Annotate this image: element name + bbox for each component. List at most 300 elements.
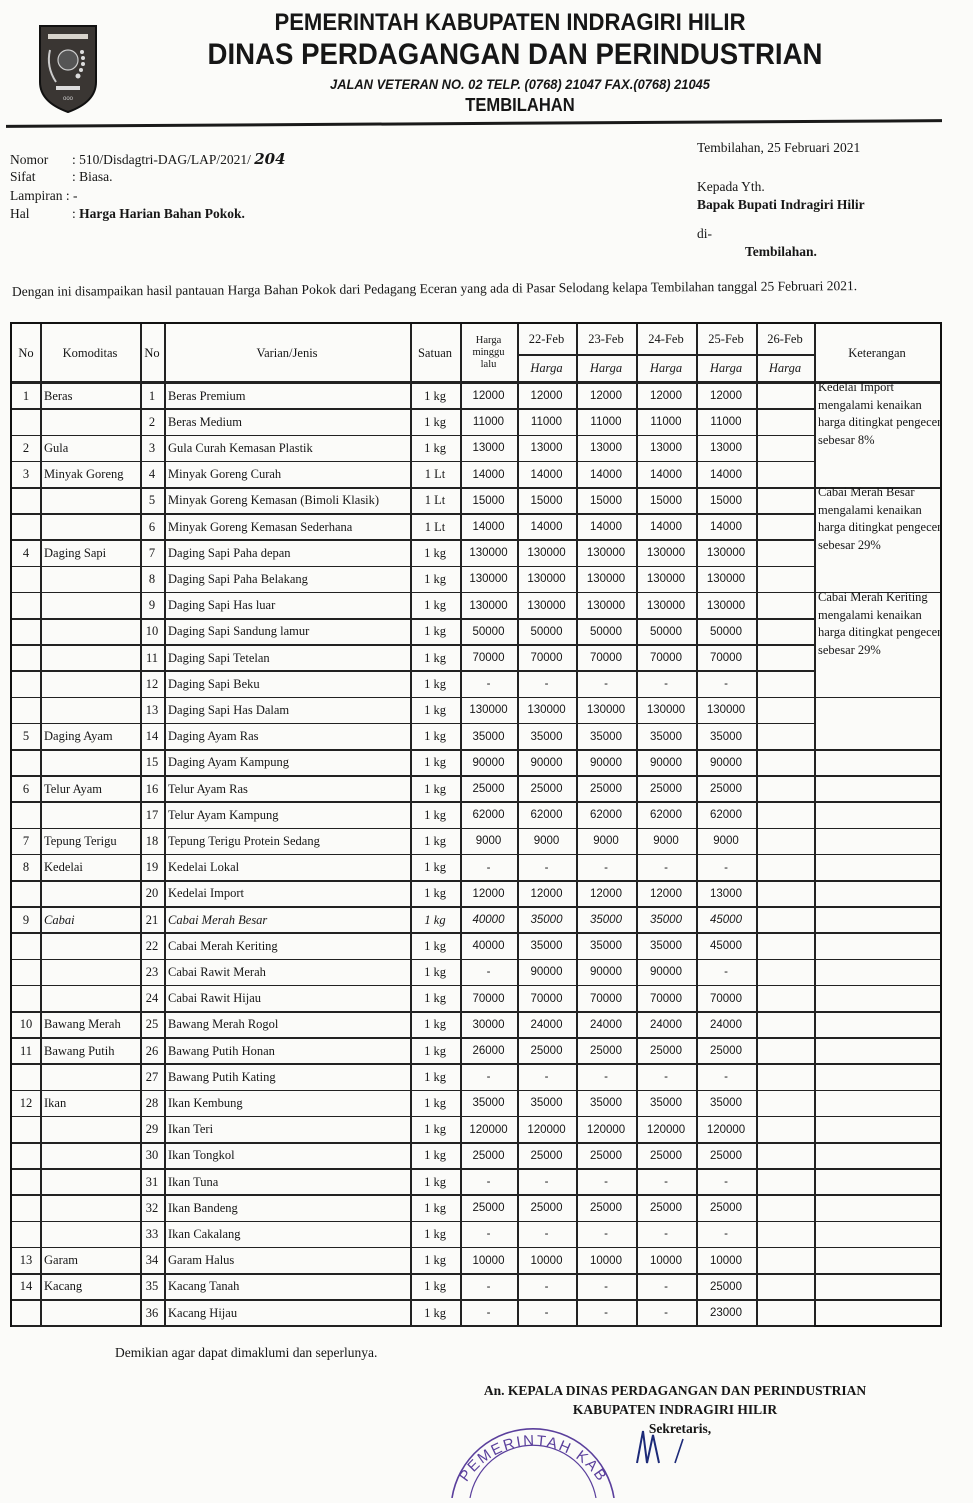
row-no — [12, 933, 40, 959]
row-komoditas: Beras — [44, 388, 73, 403]
table-row — [12, 1117, 940, 1143]
row-no-varian: 9 — [148, 598, 156, 613]
row-varian: Telur Ayam Ras — [168, 781, 248, 796]
row-satuan: 1 Lt — [424, 493, 446, 508]
row-price: 13000 — [590, 442, 622, 455]
row-price: 70000 — [710, 652, 742, 664]
row-price: 90000 — [590, 756, 622, 769]
row-price: 15000 — [650, 494, 682, 507]
row-price: 11000 — [590, 416, 622, 429]
row-satuan: 1 kg — [424, 860, 446, 875]
row-price — [756, 645, 814, 671]
row-price: - — [486, 966, 491, 979]
row-varian: Ikan Tuna — [168, 1174, 219, 1189]
row-satuan: 1 Lt — [424, 467, 446, 482]
row-satuan: 1 kg — [424, 886, 446, 901]
row-no-varian: 6 — [148, 519, 156, 534]
keterangan-divider — [814, 1194, 940, 1196]
row-no-varian: 36 — [145, 1305, 159, 1320]
row-price: 25000 — [472, 1202, 505, 1215]
signature-title-line2: KABUPATEN INDRAGIRI HILIR — [572, 1402, 778, 1417]
row-no-varian: 1 — [148, 388, 156, 403]
row-price: 130000 — [469, 599, 508, 612]
row-price: 70000 — [472, 992, 505, 1005]
row-price: 10000 — [650, 1254, 682, 1267]
table-row — [12, 1169, 940, 1195]
row-price: 130000 — [646, 547, 686, 560]
table-row — [12, 671, 940, 697]
table-row — [12, 907, 940, 933]
row-varian: Cabai Rawit Merah — [168, 964, 266, 979]
row-price: 130000 — [469, 547, 508, 560]
row-varian: Cabai Merah Keriting — [168, 938, 278, 953]
row-satuan: 1 kg — [424, 807, 446, 822]
row-price: - — [664, 861, 668, 874]
row-satuan: 1 kg — [424, 702, 446, 717]
keterangan-divider — [814, 801, 940, 803]
row-varian: Daging Sapi Sandung lamur — [168, 624, 310, 639]
keterangan-note-1: Kedelai Import mengalami kenaikan harga ditingkat pengecer sebesar 8% — [818, 380, 942, 447]
row-price: 15000 — [710, 494, 742, 507]
row-price — [756, 619, 814, 645]
row-price: 90000 — [530, 966, 563, 979]
row-price: 50000 — [710, 625, 742, 638]
row-price: 11000 — [650, 416, 682, 429]
row-price: 50000 — [530, 625, 563, 638]
row-komoditas — [40, 802, 140, 828]
keterangan-divider — [814, 1168, 940, 1170]
row-price: 14000 — [472, 468, 505, 481]
row-no — [12, 959, 40, 985]
row-no-varian: 33 — [145, 1226, 159, 1241]
row-satuan: 1 kg — [424, 938, 446, 953]
row-no: 12 — [19, 1095, 33, 1110]
row-varian: Kacang Hijau — [168, 1305, 238, 1320]
header-harga: Harga — [709, 360, 743, 375]
row-komoditas — [40, 697, 140, 723]
row-no-varian: 35 — [145, 1279, 159, 1294]
row-no: 13 — [19, 1253, 33, 1268]
row-no: 10 — [19, 1017, 33, 1032]
row-price: 11000 — [472, 416, 505, 429]
row-varian: Minyak Goreng Kemasan Sederhana — [168, 519, 353, 534]
row-price: 130000 — [586, 573, 626, 586]
keterangan-divider — [814, 1221, 940, 1223]
row-price: 23000 — [710, 1307, 742, 1319]
row-price: 14000 — [710, 468, 742, 481]
row-price: 13000 — [710, 442, 742, 455]
row-price: 30000 — [472, 1018, 505, 1031]
row-komoditas — [40, 881, 140, 907]
table-row — [12, 724, 940, 750]
row-price — [756, 566, 814, 592]
row-no — [12, 1195, 40, 1221]
meta-sifat: Sifat : Biasa. — [10, 169, 113, 184]
row-price: 15000 — [530, 494, 563, 507]
row-price: 90000 — [650, 966, 682, 979]
row-price: - — [724, 966, 728, 979]
row-no-varian: 13 — [145, 702, 159, 717]
row-no-varian: 19 — [145, 860, 159, 875]
row-price: - — [604, 1071, 608, 1084]
row-varian: Kacang Tanah — [168, 1279, 240, 1294]
row-price: 14000 — [590, 521, 622, 533]
header-keterangan: Keterangan — [848, 345, 906, 360]
row-price: 13000 — [710, 887, 742, 900]
table-row — [12, 1064, 940, 1090]
row-price: 12000 — [650, 390, 682, 402]
row-price: - — [724, 1228, 728, 1241]
row-price — [756, 1274, 814, 1300]
row-price: 25000 — [650, 1149, 682, 1162]
row-no-varian: 3 — [148, 440, 156, 455]
row-price: 70000 — [530, 992, 563, 1005]
row-price: - — [544, 1280, 549, 1293]
row-price — [756, 514, 814, 540]
row-varian: Ikan Tongkol — [168, 1148, 235, 1163]
row-varian: Daging Ayam Ras — [168, 729, 259, 744]
row-price: 35000 — [590, 1097, 622, 1110]
row-price: 62000 — [530, 809, 563, 822]
row-price: 62000 — [472, 809, 505, 822]
row-no — [12, 881, 40, 907]
row-price: 13000 — [472, 442, 505, 455]
row-no — [12, 1300, 40, 1326]
row-price: 25000 — [530, 783, 563, 795]
row-price: - — [724, 678, 728, 691]
row-price: 45000 — [710, 940, 742, 953]
row-price: 35000 — [710, 1097, 742, 1110]
row-satuan: 1 kg — [424, 1226, 446, 1241]
row-no-varian: 31 — [145, 1174, 159, 1189]
row-price: - — [544, 1176, 549, 1188]
table-row — [12, 566, 940, 592]
row-price — [756, 593, 814, 619]
letterhead-divider — [6, 119, 942, 128]
row-no-varian: 12 — [145, 676, 159, 691]
row-komoditas — [40, 1169, 140, 1195]
row-price — [756, 435, 814, 461]
row-satuan: 1 kg — [424, 1174, 446, 1189]
row-price: 35000 — [530, 914, 563, 926]
row-price: 24000 — [590, 1018, 622, 1031]
svg-text:ooo: ooo — [62, 96, 74, 102]
table-row — [12, 1143, 940, 1169]
row-varian: Tepung Terigu Protein Sedang — [168, 833, 320, 848]
row-price: 35000 — [590, 730, 622, 743]
keterangan-divider — [814, 749, 940, 751]
row-price: - — [544, 1071, 549, 1084]
row-price: - — [664, 1071, 668, 1084]
row-price: 130000 — [646, 704, 686, 717]
row-price: 12000 — [530, 390, 563, 402]
table-row — [12, 1012, 940, 1038]
keterangan-divider — [814, 906, 940, 908]
row-price: 70000 — [590, 992, 622, 1005]
row-no-varian: 5 — [148, 493, 156, 508]
row-price: - — [724, 1176, 728, 1188]
row-no-varian: 15 — [145, 755, 159, 770]
table-row — [12, 828, 940, 854]
row-komoditas: Garam — [44, 1253, 79, 1268]
row-no-varian: 14 — [145, 729, 159, 744]
row-no: 2 — [22, 440, 30, 455]
row-price: 35000 — [590, 914, 622, 926]
row-satuan: 1 kg — [424, 571, 446, 586]
row-komoditas — [40, 1300, 140, 1326]
letterhead-city: TEMBILAHAN — [465, 95, 575, 115]
row-price: 130000 — [469, 704, 508, 717]
row-price: 70000 — [710, 992, 742, 1005]
table-row — [12, 409, 940, 435]
row-price: - — [486, 1071, 491, 1084]
row-komoditas — [40, 933, 140, 959]
table-row — [12, 462, 940, 488]
row-satuan: 1 kg — [424, 1253, 446, 1268]
row-komoditas: Daging Ayam — [44, 729, 113, 744]
header-satuan: Satuan — [417, 345, 453, 360]
row-price: 12000 — [710, 390, 742, 402]
header-harga: Harga — [530, 360, 563, 375]
row-komoditas — [40, 514, 140, 540]
row-price: 25000 — [472, 783, 505, 795]
keterangan-divider — [814, 880, 940, 882]
row-divider — [12, 1325, 814, 1327]
row-price: 35000 — [530, 940, 563, 953]
handwritten-number: 204 — [254, 150, 286, 168]
row-no-varian: 26 — [145, 1043, 159, 1058]
row-no-varian: 21 — [145, 912, 159, 927]
header-varian: Varian/Jenis — [256, 345, 318, 360]
row-price: 12000 — [530, 887, 563, 900]
row-no-varian: 29 — [145, 1122, 159, 1137]
row-no-varian: 2 — [148, 414, 156, 429]
header-harga: Harga — [649, 360, 683, 375]
row-price: 10000 — [530, 1254, 563, 1267]
row-price: 35000 — [650, 940, 682, 953]
row-price: 50000 — [590, 625, 622, 638]
row-price: 9000 — [653, 835, 679, 848]
row-price — [756, 697, 814, 723]
row-price: 130000 — [586, 599, 626, 612]
row-no: 8 — [22, 860, 30, 875]
addressee-greeting: Kepada Yth. — [697, 179, 765, 194]
keterangan-divider — [814, 1011, 940, 1013]
row-price: 25000 — [650, 1045, 682, 1057]
row-no — [12, 986, 40, 1012]
row-no — [12, 1143, 40, 1169]
row-price: - — [544, 678, 549, 691]
row-satuan: 1 kg — [424, 676, 446, 691]
row-price — [756, 907, 814, 933]
row-satuan: 1 kg — [424, 1069, 446, 1084]
keterangan-divider — [814, 1273, 940, 1275]
row-price: 120000 — [706, 1123, 746, 1136]
row-satuan: 1 kg — [424, 1200, 446, 1215]
row-komoditas — [40, 1195, 140, 1221]
row-price: 70000 — [650, 992, 682, 1005]
row-price: 25000 — [710, 783, 742, 795]
row-price — [756, 881, 814, 907]
row-price: - — [486, 1228, 491, 1241]
row-varian: Garam Halus — [168, 1253, 235, 1268]
row-price: 25000 — [530, 1202, 563, 1215]
row-satuan: 1 kg — [424, 1017, 446, 1032]
row-varian: Daging Ayam Kampung — [168, 755, 290, 770]
row-no-varian: 23 — [145, 964, 159, 979]
table-row — [12, 750, 940, 776]
table-row — [12, 645, 940, 671]
row-no — [12, 645, 40, 671]
row-price: 120000 — [527, 1123, 566, 1136]
keterangan-divider — [814, 697, 940, 699]
table-row — [12, 435, 940, 461]
row-price: 90000 — [650, 756, 682, 769]
row-price: 40000 — [472, 914, 505, 926]
row-price: 12000 — [650, 887, 682, 900]
row-satuan: 1 kg — [424, 991, 446, 1006]
table-row — [12, 776, 940, 802]
row-price: 25000 — [590, 1202, 622, 1215]
row-price: 14000 — [530, 468, 563, 481]
row-satuan: 1 kg — [424, 440, 446, 455]
letterhead-address: JALAN VETERAN NO. 02 TELP. (0768) 21047 FAX.(0768) 21045 — [330, 76, 710, 92]
row-no: 5 — [22, 729, 30, 744]
row-price: 130000 — [586, 704, 626, 717]
row-varian: Daging Sapi Paha Belakang — [168, 571, 308, 586]
keterangan-divider — [814, 1142, 940, 1144]
row-price: 70000 — [590, 652, 622, 664]
row-price: 25000 — [590, 1149, 622, 1162]
row-price: 14000 — [710, 521, 742, 533]
row-price: 26000 — [472, 1045, 505, 1057]
table-row — [12, 488, 940, 514]
row-price — [756, 855, 814, 881]
row-price: 35000 — [530, 730, 563, 743]
signature-title-line1: An. KEPALA DINAS PERDAGANGAN DAN PERINDUSTRIAN — [483, 1383, 867, 1398]
row-varian: Bawang Putih Honan — [168, 1043, 275, 1058]
addressee-city: Tembilahan. — [745, 244, 817, 259]
row-no-varian: 10 — [145, 624, 159, 639]
row-no-varian: 20 — [145, 886, 159, 901]
row-no-varian: 34 — [145, 1253, 159, 1268]
letterhead-government: PEMERINTAH KABUPATEN INDRAGIRI HILIR — [274, 9, 746, 36]
keterangan-note-3: Cabai Merah Keriting mengalami kenaikan harga ditingkat pengecer sebesar 29% — [818, 590, 942, 657]
row-price: 24000 — [530, 1018, 563, 1031]
table-row — [12, 1248, 940, 1274]
row-price — [756, 383, 814, 409]
row-satuan: 1 kg — [424, 388, 446, 403]
table-row — [12, 855, 940, 881]
meta-nomor: Nomor : 510/Disdagtri-DAG/LAP/2021/ 204 — [10, 150, 286, 168]
row-satuan: 1 kg — [424, 912, 446, 927]
row-price: 130000 — [527, 704, 566, 717]
row-komoditas: Ikan — [44, 1095, 67, 1110]
row-price: 90000 — [710, 756, 742, 769]
table-row — [12, 514, 940, 540]
table-row — [12, 933, 940, 959]
table-row — [12, 802, 940, 828]
meta-lampiran: Lampiran : - — [10, 188, 78, 203]
row-price — [756, 671, 814, 697]
row-price — [756, 802, 814, 828]
row-no: 9 — [22, 912, 30, 927]
row-price: 25000 — [710, 1202, 742, 1215]
row-price: - — [486, 678, 491, 691]
row-price: 9000 — [533, 835, 560, 848]
row-price: 14000 — [590, 468, 622, 481]
table-row — [12, 1300, 940, 1326]
row-price: 130000 — [706, 599, 746, 612]
row-varian: Ikan Teri — [168, 1122, 214, 1137]
row-price: 25000 — [590, 783, 622, 795]
row-price: 35000 — [472, 730, 505, 743]
row-price: - — [724, 861, 728, 874]
row-price: - — [544, 861, 549, 874]
row-price: 14000 — [530, 521, 563, 533]
table-row — [12, 881, 940, 907]
keterangan-divider — [814, 932, 940, 934]
row-no-varian: 27 — [145, 1069, 159, 1084]
handwritten-signature — [625, 1425, 705, 1465]
row-satuan: 1 kg — [424, 729, 446, 744]
row-komoditas: Gula — [44, 440, 69, 455]
row-price: 62000 — [650, 809, 682, 822]
row-satuan: 1 kg — [424, 1279, 446, 1294]
header-date-26-feb: 26-Feb — [767, 331, 803, 346]
row-price — [756, 1300, 814, 1326]
row-price: 120000 — [646, 1123, 686, 1136]
row-no — [12, 514, 40, 540]
header-date-23-feb: 23-Feb — [588, 331, 624, 346]
row-price — [756, 1038, 814, 1064]
row-no — [12, 697, 40, 723]
row-price: 130000 — [469, 573, 508, 586]
row-price: 13000 — [530, 442, 563, 455]
addressee-di: di- — [697, 226, 712, 241]
row-price: 13000 — [650, 442, 682, 455]
header-subdivider — [517, 354, 814, 356]
row-price: 90000 — [590, 966, 622, 979]
row-price — [756, 1012, 814, 1038]
row-price — [756, 1195, 814, 1221]
row-price: - — [604, 1307, 608, 1319]
row-price: 11000 — [710, 416, 742, 429]
table-row — [12, 959, 940, 985]
row-price: 120000 — [469, 1123, 508, 1136]
row-price: 25000 — [472, 1149, 505, 1162]
row-price: 120000 — [586, 1123, 626, 1136]
signature-title-line3: Sekretaris, — [648, 1421, 712, 1436]
row-varian: Ikan Kembung — [168, 1095, 243, 1110]
row-price — [756, 986, 814, 1012]
row-satuan: 1 kg — [424, 545, 446, 560]
row-price — [756, 1090, 814, 1116]
row-no-varian: 30 — [145, 1148, 159, 1163]
row-price: 15000 — [472, 494, 505, 507]
row-no — [12, 488, 40, 514]
row-no — [12, 671, 40, 697]
row-no — [12, 1169, 40, 1195]
header-date-24-feb: 24-Feb — [648, 331, 684, 346]
row-price: - — [724, 1071, 728, 1084]
keterangan-divider — [814, 959, 940, 961]
row-price: 45000 — [710, 914, 742, 926]
addressee-name: Bapak Bupati Indragiri Hilir — [697, 197, 865, 212]
row-price: - — [604, 861, 608, 874]
header-harga: Harga — [768, 360, 802, 375]
regency-emblem-logo — [38, 22, 98, 114]
